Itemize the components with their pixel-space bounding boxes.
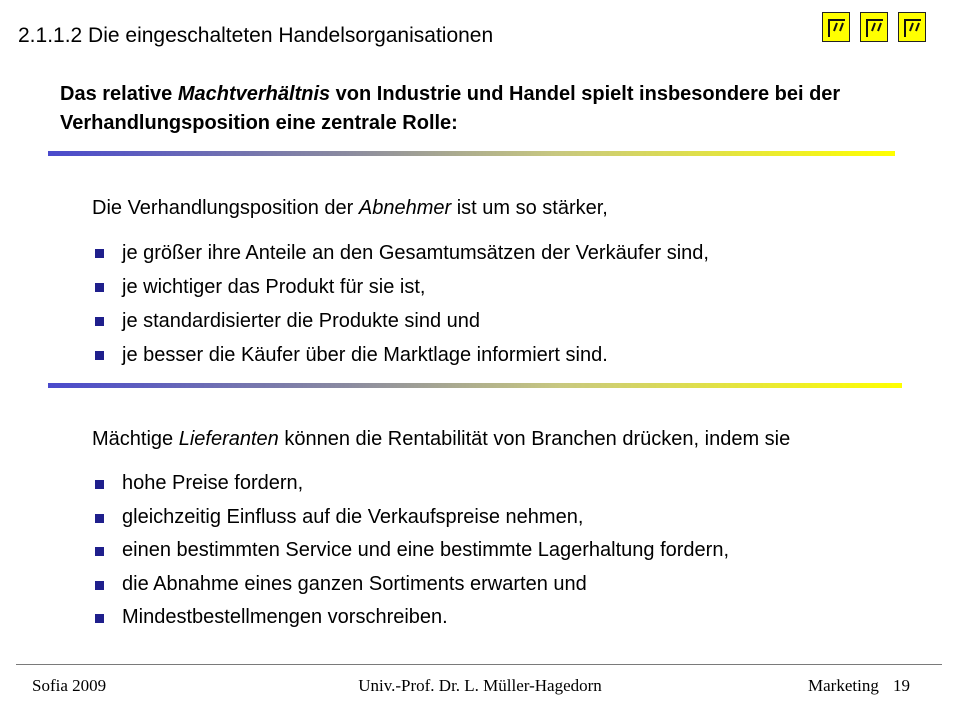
lead-emphasis: Abnehmer (358, 197, 452, 219)
logo-mark-icon (860, 12, 888, 42)
intro-paragraph (60, 80, 950, 138)
list-item (92, 534, 729, 568)
list-item-text: je standardisierter die Produkte sind und (122, 310, 480, 332)
logo-mark-icon (898, 12, 926, 42)
square-bullet-icon (95, 547, 104, 556)
logo-group (822, 12, 926, 42)
lead-text-end: können die Rentabilität von Branchen drücken, indem sie (278, 428, 791, 450)
section1-lead (92, 197, 608, 220)
list-item-text: je größer ihre Anteile an den Gesamtumsätzen der Verkäufer sind, (122, 242, 709, 264)
intro-text-end: von Industrie und Handel spielt insbesondere bei der Verhandlungsposition eine zentrale Rolle: (60, 83, 841, 134)
list-item (92, 338, 709, 372)
list-item (92, 304, 709, 338)
list-item-text: die Abnahme eines ganzen Sortiments erwarten und (122, 572, 587, 595)
page-number: 19 (893, 676, 910, 695)
intro-text: Das relative (60, 83, 178, 105)
footer-divider (16, 664, 942, 665)
list-item-text: einen bestimmten Service und eine bestimmte Lagerhaltung fordern, (122, 539, 730, 561)
square-bullet-icon (95, 581, 104, 590)
list-item (92, 236, 709, 270)
logo-mark-icon (822, 12, 850, 42)
slide-title: 2.1.1.2 Die eingeschalteten Handelsorganisationen (18, 24, 494, 47)
list-item-text: je wichtiger das Produkt für sie ist, (122, 276, 426, 298)
list-item-text: hohe Preise fordern, (122, 472, 304, 494)
square-bullet-icon (95, 351, 104, 360)
section2-lead (92, 428, 790, 451)
list-item-text: gleichzeitig Einfluss auf die Verkaufspreise nehmen, (122, 505, 584, 528)
section1-bullet-list (92, 236, 709, 372)
list-item (92, 501, 729, 535)
gradient-divider (48, 151, 895, 156)
square-bullet-icon (95, 249, 104, 258)
list-item (92, 568, 729, 602)
lead-text: Die Verhandlungsposition der (92, 197, 359, 219)
list-item (92, 270, 709, 304)
list-item (92, 467, 729, 501)
square-bullet-icon (95, 283, 104, 292)
square-bullet-icon (95, 514, 104, 523)
footer-location: Sofia 2009 (32, 676, 107, 695)
footer-author: Univ.-Prof. Dr. L. Müller-Hagedorn (358, 676, 602, 695)
intro-emphasis: Machtverhältnis (177, 83, 331, 105)
list-item-text: Mindestbestellmengen vorschreiben. (122, 606, 448, 628)
section2-bullet-list (92, 467, 729, 635)
square-bullet-icon (95, 480, 104, 489)
lead-text: Mächtige (92, 428, 179, 450)
lead-emphasis: Lieferanten (178, 428, 279, 450)
lead-text-end: ist um so stärker, (451, 197, 608, 219)
square-bullet-icon (95, 614, 104, 623)
square-bullet-icon (95, 317, 104, 326)
list-item-text: je besser die Käufer über die Marktlage informiert sind. (122, 344, 608, 366)
list-item (92, 601, 729, 635)
footer-course: Marketing (808, 676, 879, 695)
gradient-divider (48, 383, 902, 388)
